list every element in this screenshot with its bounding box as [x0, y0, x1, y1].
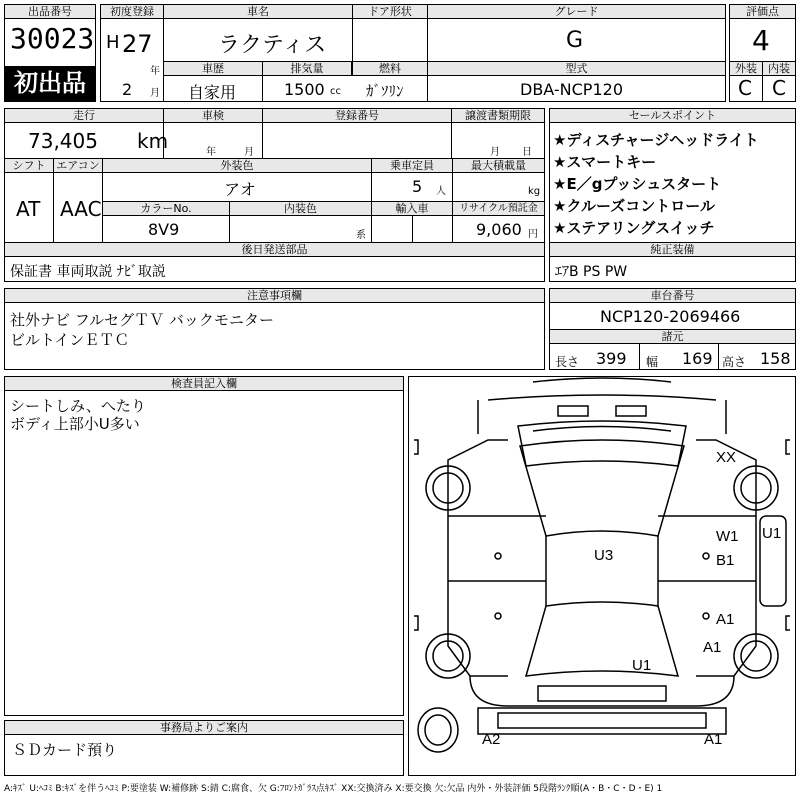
- max-load-label: 最大積載量: [452, 158, 545, 173]
- chassis-number: NCP120-2069466: [600, 307, 741, 326]
- notes-line-2: ビルトインＥＴＣ: [10, 331, 130, 349]
- month-unit: 月: [150, 88, 160, 99]
- transfer-day-unit: 日: [522, 147, 532, 158]
- recycle-label: リサイクル預託金: [452, 201, 545, 216]
- ext-color-label: 外装色: [102, 158, 372, 173]
- length: 399: [596, 349, 627, 368]
- first-reg-label: 初度登録: [100, 4, 164, 19]
- int-color-unit: 系: [356, 230, 366, 241]
- diagram-mark-xx: XX: [716, 449, 737, 466]
- diagram-mark-a1-right: A1: [716, 611, 735, 628]
- history-label: 車歴: [163, 61, 263, 76]
- height: 158: [760, 349, 791, 368]
- sales-points-label: セールスポイント: [549, 108, 796, 123]
- era-letter: H: [106, 32, 120, 53]
- import-label: 輸入車: [371, 201, 453, 216]
- length-label: 長さ: [555, 355, 580, 369]
- capacity-unit: 人: [436, 186, 446, 197]
- car-name: ラクティス: [218, 33, 327, 58]
- office-note: ＳＤカード預り: [12, 741, 118, 759]
- sales-point-item: ★ディスチャージヘッドライト: [553, 131, 759, 149]
- int-color-label: 内装色: [229, 201, 372, 216]
- ac: AAC: [60, 197, 102, 221]
- notes-label: 注意事項欄: [4, 288, 545, 303]
- year-value: 27: [122, 30, 153, 58]
- lot-number: 30023: [10, 22, 95, 55]
- grade-label: グレード: [427, 4, 726, 19]
- interior-label: 内装: [762, 61, 796, 76]
- mileage-unit: km: [137, 129, 169, 153]
- displacement: 1500: [284, 80, 325, 99]
- grade: G: [566, 28, 584, 53]
- max-load-unit: kg: [528, 186, 541, 197]
- diagram-mark-a1-bottom: A1: [704, 731, 723, 748]
- color-no-label: カラーNo.: [102, 201, 230, 216]
- diagram-mark-u1-rear: U1: [632, 657, 652, 674]
- first-listing-badge: 初出品: [5, 66, 95, 101]
- diagram-mark-u3: U3: [594, 547, 614, 564]
- history: 自家用: [188, 83, 237, 102]
- car-diagram: [408, 376, 796, 776]
- diagram-mark-u1-side: U1: [762, 525, 782, 542]
- inspection-label: 車検: [163, 108, 263, 123]
- legend: A:ｷｽﾞ U:ﾍｺﾐ B:ｷｽﾞを伴うﾍｺﾐ P:要塗装 W:補修跡 S:錆 C:腐食、欠 G:ﾌﾛﾝﾄｶﾞﾗｽ点ｷｽﾞ XX:交換済み X:要交換 欠:欠品 内外・外装評価 5段階ﾗﾝｸ順(A・B・C・D・E) 1: [4, 784, 663, 794]
- width: 169: [682, 349, 713, 368]
- genuine-equipment: ｴｱB PS PW: [555, 264, 628, 280]
- chassis-label: 車台番号: [549, 288, 796, 303]
- capacity: 5: [412, 177, 423, 196]
- month-value: 2: [122, 80, 133, 99]
- displacement-unit: cc: [330, 86, 341, 97]
- later-parts-label: 後日発送部品: [4, 242, 545, 257]
- mileage-label: 走行: [4, 108, 164, 123]
- ext-color: アオ: [224, 180, 256, 199]
- recycle-unit: 円: [528, 229, 538, 240]
- diagram-mark-a1-lower: A1: [703, 639, 722, 656]
- transfer-doc-label: 譲渡書類期限: [451, 108, 545, 123]
- color-no: 8V9: [148, 220, 180, 239]
- year-unit: 年: [150, 66, 160, 77]
- inspector-line-2: ボディ上部小U多い: [10, 415, 140, 433]
- transfer-month-unit: 月: [490, 147, 500, 158]
- displacement-label: 排気量: [262, 61, 352, 76]
- lot-number-label: 出品番号: [4, 4, 96, 19]
- fuel: ｶﾞｿﾘﾝ: [366, 82, 404, 100]
- inspector-label: 検査員記入欄: [4, 376, 404, 391]
- inspection-year-unit: 年: [206, 147, 216, 158]
- diagram-mark-w1: W1: [716, 528, 739, 545]
- shift-label: シフト: [4, 158, 54, 173]
- door-type-label: ドア形状: [352, 4, 428, 19]
- score-label: 評価点: [729, 4, 796, 19]
- sales-point-item: ★スマートキー: [553, 153, 657, 171]
- capacity-label: 乗車定員: [371, 158, 453, 173]
- model: DBA-NCP120: [520, 80, 623, 99]
- inspector-line-1: シートしみ、へたり: [10, 397, 146, 415]
- model-label: 型式: [427, 61, 726, 76]
- fuel-label: 燃料: [352, 61, 428, 76]
- later-parts: 保証書 車両取説 ﾅﾋﾞ取説: [10, 264, 166, 280]
- diagram-mark-a2: A2: [482, 731, 501, 748]
- exterior-label: 外装: [729, 61, 763, 76]
- shift: AT: [16, 197, 41, 221]
- recycle-amount: 9,060: [476, 220, 522, 239]
- notes-line-1: 社外ナビ フルセグＴＶ バックモニター: [10, 311, 274, 329]
- office-label: 事務局よりご案内: [4, 720, 404, 735]
- specs-label: 諸元: [549, 329, 796, 344]
- height-label: 高さ: [722, 355, 747, 369]
- sales-point-item: ★E／gプッシュスタート: [553, 175, 722, 193]
- inspection-month-unit: 月: [244, 147, 254, 158]
- score: 4: [752, 24, 770, 57]
- sales-point-item: ★クルーズコントロール: [553, 197, 715, 215]
- reg-number-label: 登録番号: [262, 108, 452, 123]
- interior-grade: C: [772, 76, 786, 100]
- exterior-grade: C: [738, 76, 752, 100]
- width-label: 幅: [646, 355, 659, 369]
- sales-point-item: ★ステアリングスイッチ: [553, 219, 715, 237]
- mileage: 73,405: [28, 129, 98, 153]
- ac-label: エアコン: [53, 158, 103, 173]
- genuine-equipment-label: 純正装備: [549, 242, 796, 257]
- diagram-mark-b1: B1: [716, 552, 735, 569]
- car-name-label: 車名: [163, 4, 353, 19]
